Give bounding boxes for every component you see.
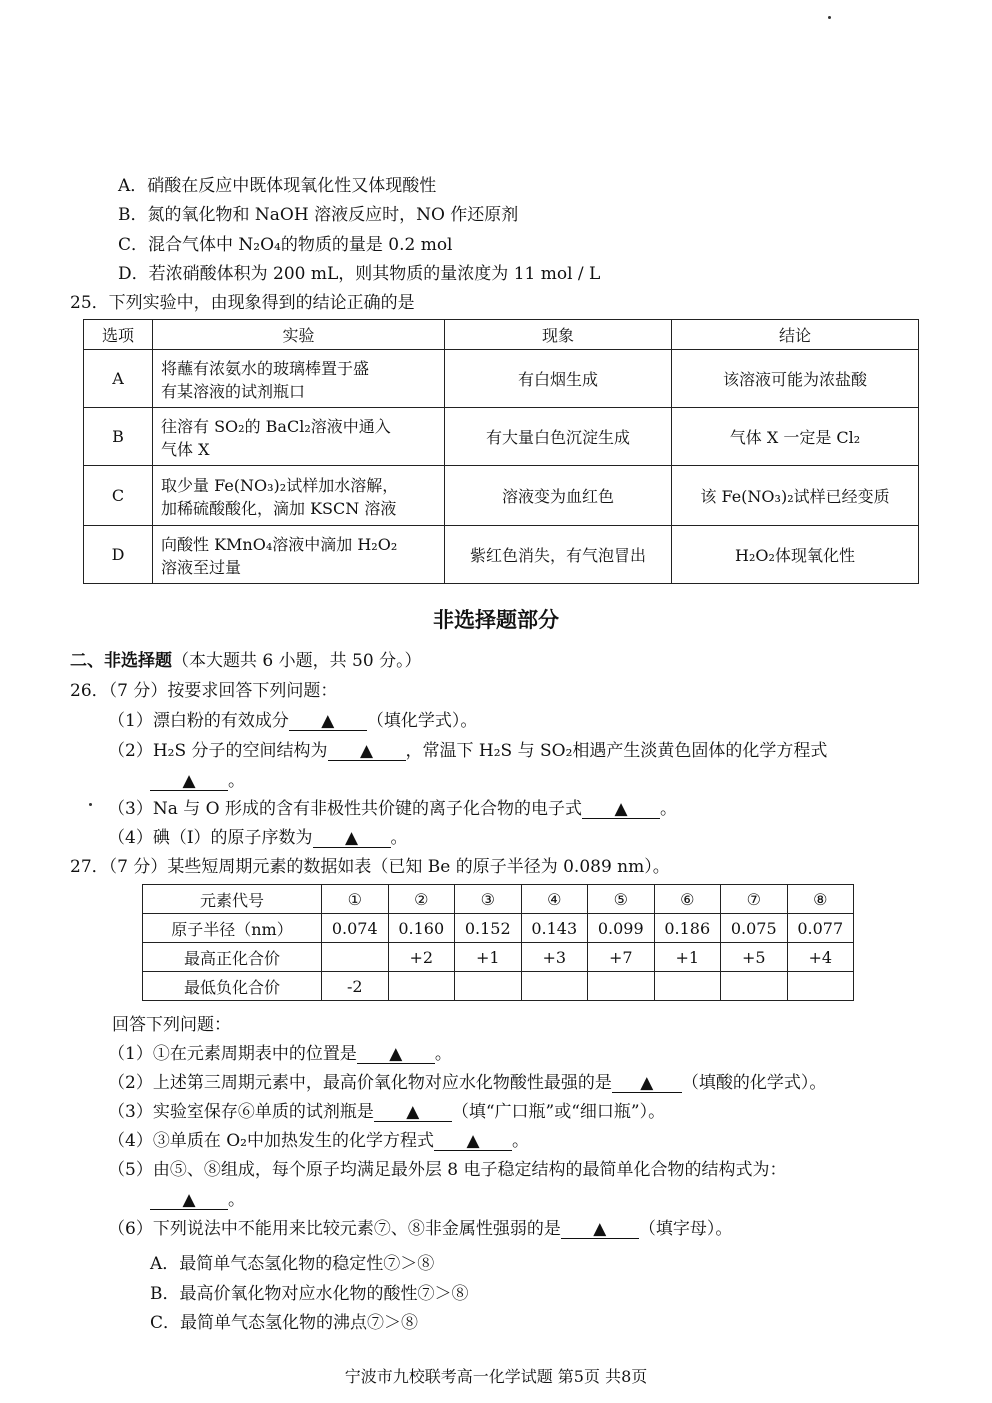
q27-part6 <box>108 1218 732 1240</box>
table-row <box>84 526 919 584</box>
q27-answer-intro: 回答下列问题： <box>112 1015 231 1035</box>
q26-part1 <box>108 710 477 732</box>
table-row <box>84 466 919 526</box>
q27-element-table <box>142 884 854 1001</box>
table-cell: ④ <box>521 885 588 914</box>
table-cell <box>654 972 721 1001</box>
q24-option-c: C．混合气体中 N₂O₄的物质的量是 0.2 mol <box>118 235 453 255</box>
table-header-cell: 实验 <box>153 320 445 350</box>
q27-option-a: A．最简单气态氢化物的稳定性⑦＞⑧ <box>150 1254 435 1274</box>
table-cell: +7 <box>588 943 655 972</box>
table-row <box>84 350 919 408</box>
q25-table <box>83 319 919 584</box>
experiment-line: 往溶有 SO₂的 BaCl₂溶液中通入 <box>161 416 391 436</box>
experiment-cell <box>153 350 445 408</box>
q24-option-a: A．硝酸在反应中既体现氧化性又体现酸性 <box>118 176 437 196</box>
table-cell: 0.099 <box>588 914 655 943</box>
experiment-line: 有某溶液的试剂瓶口 <box>161 381 306 401</box>
q26-part4-end: 。 <box>390 828 408 848</box>
table-cell: 0.143 <box>521 914 588 943</box>
q27-part4-text: （4）③单质在 O₂中加热发生的化学方程式 <box>108 1131 434 1151</box>
conclusion-cell: 气体 X 一定是 Cl₂ <box>672 408 919 466</box>
q27-part5-answer <box>150 1189 245 1211</box>
part2-heading <box>70 650 422 672</box>
q27-part3-text: （3）实验室保存⑥单质的试剂瓶是 <box>108 1102 374 1122</box>
q27-part5: （5）由⑤、⑧组成，每个原子均满足最外层 8 电子稳定结构的最简单化合物的结构式为： <box>108 1160 787 1180</box>
phenomenon-cell: 有大量白色沉淀生成 <box>445 408 672 466</box>
conclusion-cell: 该溶液可能为浓盐酸 <box>672 350 919 408</box>
conclusion-cell: H₂O₂体现氧化性 <box>672 526 919 584</box>
table-header-row <box>84 320 919 350</box>
q26-part1-suffix: （填化学式）。 <box>366 711 478 731</box>
experiment-line: 气体 X <box>161 439 210 459</box>
q26-part2-end: 。 <box>228 771 245 791</box>
q27-part6-text: （6）下列说法中不能用来比较元素⑦、⑧非金属性强弱的是 <box>108 1219 561 1239</box>
q27-part1 <box>108 1043 452 1065</box>
experiment-line: 溶液至过量 <box>161 557 242 577</box>
table-header-cell: 现象 <box>445 320 672 350</box>
row-label: 原子半径（nm） <box>143 914 322 943</box>
experiment-line: 取少量 Fe(NO₃)₂试样加水溶解， <box>161 475 399 495</box>
table-cell <box>388 972 455 1001</box>
table-cell: 0.152 <box>455 914 522 943</box>
answer-blank[interactable]: ▲ <box>313 829 391 848</box>
answer-blank[interactable]: ▲ <box>289 712 367 731</box>
page-footer: 宁波市九校联考高一化学试题 第5页 共8页 <box>344 1367 648 1386</box>
table-cell <box>521 972 588 1001</box>
q26-part1-text: （1）漂白粉的有效成分 <box>108 711 289 731</box>
option-cell: C <box>84 466 153 526</box>
scan-speck <box>828 16 831 19</box>
option-cell: B <box>84 408 153 466</box>
table-cell: 0.074 <box>322 914 389 943</box>
experiment-cell <box>153 526 445 584</box>
table-cell: +4 <box>787 943 854 972</box>
table-cell: +3 <box>521 943 588 972</box>
q25-stem: 25．下列实验中，由现象得到的结论正确的是 <box>70 293 415 313</box>
answer-blank[interactable]: ▲ <box>374 1103 452 1122</box>
table-header-cell: 选项 <box>84 320 153 350</box>
answer-blank[interactable]: ▲ <box>434 1132 512 1151</box>
q26-part2-equation <box>150 770 245 792</box>
q27-part4 <box>108 1130 529 1152</box>
q27-part3 <box>108 1101 665 1123</box>
table-cell: +1 <box>654 943 721 972</box>
table-cell: ⑦ <box>721 885 788 914</box>
scan-speck <box>89 803 92 806</box>
table-cell: ③ <box>455 885 522 914</box>
q26-part3-end: 。 <box>659 799 677 819</box>
table-cell <box>787 972 854 1001</box>
q27-part2-text: （2）上述第三周期元素中，最高价氧化物对应水化物酸性最强的是 <box>108 1073 612 1093</box>
table-cell: 0.077 <box>787 914 854 943</box>
experiment-cell <box>153 466 445 526</box>
answer-blank[interactable]: ▲ <box>150 1191 228 1210</box>
row-label: 最高正化合价 <box>143 943 322 972</box>
table-cell: 0.160 <box>388 914 455 943</box>
q26-part2-suffix: ，常温下 H₂S 与 SO₂相遇产生淡黄色固体的化学方程式 <box>405 741 828 761</box>
table-row <box>143 885 854 914</box>
q26-part4-text: （4）碘（I）的原子序数为 <box>108 828 313 848</box>
conclusion-cell: 该 Fe(NO₃)₂试样已经变质 <box>672 466 919 526</box>
phenomenon-cell: 有白烟生成 <box>445 350 672 408</box>
table-cell: +2 <box>388 943 455 972</box>
table-cell <box>455 972 522 1001</box>
table-cell: 0.075 <box>721 914 788 943</box>
experiment-cell <box>153 408 445 466</box>
table-row <box>143 914 854 943</box>
table-cell: +5 <box>721 943 788 972</box>
table-row <box>143 972 854 1001</box>
table-cell <box>721 972 788 1001</box>
q24-option-b: B．氮的氧化物和 NaOH 溶液反应时，NO 作还原剂 <box>118 205 519 225</box>
q27-part1-end: 。 <box>434 1044 452 1064</box>
table-header-cell: 结论 <box>672 320 919 350</box>
table-cell: ⑤ <box>588 885 655 914</box>
q24-option-d: D．若浓硝酸体积为 200 mL，则其物质的量浓度为 11 mol / L <box>118 264 601 284</box>
q27-stem: 27．（7 分）某些短周期元素的数据如表（已知 Be 的原子半径为 0.089 nm）。 <box>70 857 670 877</box>
q27-part3-end: （填“广口瓶”或“细口瓶”）。 <box>451 1102 666 1122</box>
experiment-line: 将蘸有浓氨水的玻璃棒置于盛 <box>161 358 370 378</box>
q26-stem: 26．（7 分）按要求回答下列问题： <box>70 681 338 701</box>
answer-blank[interactable]: ▲ <box>612 1074 682 1093</box>
table-cell: ⑧ <box>787 885 854 914</box>
table-cell <box>322 943 389 972</box>
table-cell: ① <box>322 885 389 914</box>
table-cell: +1 <box>455 943 522 972</box>
q27-option-c: C．最简单气态氢化物的沸点⑦＞⑧ <box>150 1313 419 1333</box>
row-label: 元素代号 <box>143 885 322 914</box>
table-cell: ⑥ <box>654 885 721 914</box>
q27-part1-text: （1）①在元素周期表中的位置是 <box>108 1044 357 1064</box>
table-cell <box>588 972 655 1001</box>
row-label: 最低负化合价 <box>143 972 322 1001</box>
q27-part6-end: （填字母）。 <box>638 1219 733 1239</box>
q27-part2 <box>108 1072 826 1094</box>
part2-heading-note: （本大题共 6 小题，共 50 分。） <box>172 651 422 671</box>
option-cell: D <box>84 526 153 584</box>
phenomenon-cell: 紫红色消失，有气泡冒出 <box>445 526 672 584</box>
table-row <box>143 943 854 972</box>
option-cell: A <box>84 350 153 408</box>
q26-part2-text: （2）H₂S 分子的空间结构为 <box>108 741 328 761</box>
answer-blank[interactable]: ▲ <box>150 772 228 791</box>
q26-part3 <box>108 798 677 820</box>
section-title: 非选择题部分 <box>433 608 559 632</box>
experiment-line: 向酸性 KMnO₄溶液中滴加 H₂O₂ <box>161 534 398 554</box>
q27-part5-end: 。 <box>228 1190 245 1210</box>
answer-blank[interactable]: ▲ <box>561 1220 639 1239</box>
answer-blank[interactable]: ▲ <box>328 742 406 761</box>
table-cell: -2 <box>322 972 389 1001</box>
table-cell: ② <box>388 885 455 914</box>
q27-part4-end: 。 <box>511 1131 529 1151</box>
table-row <box>84 408 919 466</box>
q27-part2-end: （填酸的化学式）。 <box>681 1073 827 1093</box>
answer-blank[interactable]: ▲ <box>357 1045 435 1064</box>
q26-part3-text: （3）Na 与 O 形成的含有非极性共价键的离子化合物的电子式 <box>108 799 582 819</box>
experiment-line: 加稀硫酸酸化，滴加 KSCN 溶液 <box>161 498 397 518</box>
q26-part4 <box>108 827 408 849</box>
part2-heading-label: 二、非选择题 <box>70 651 172 671</box>
q27-option-b: B．最高价氧化物对应水化物的酸性⑦＞⑧ <box>150 1284 469 1304</box>
q26-part2 <box>108 740 827 762</box>
answer-blank[interactable]: ▲ <box>582 800 660 819</box>
table-cell: 0.186 <box>654 914 721 943</box>
phenomenon-cell: 溶液变为血红色 <box>445 466 672 526</box>
